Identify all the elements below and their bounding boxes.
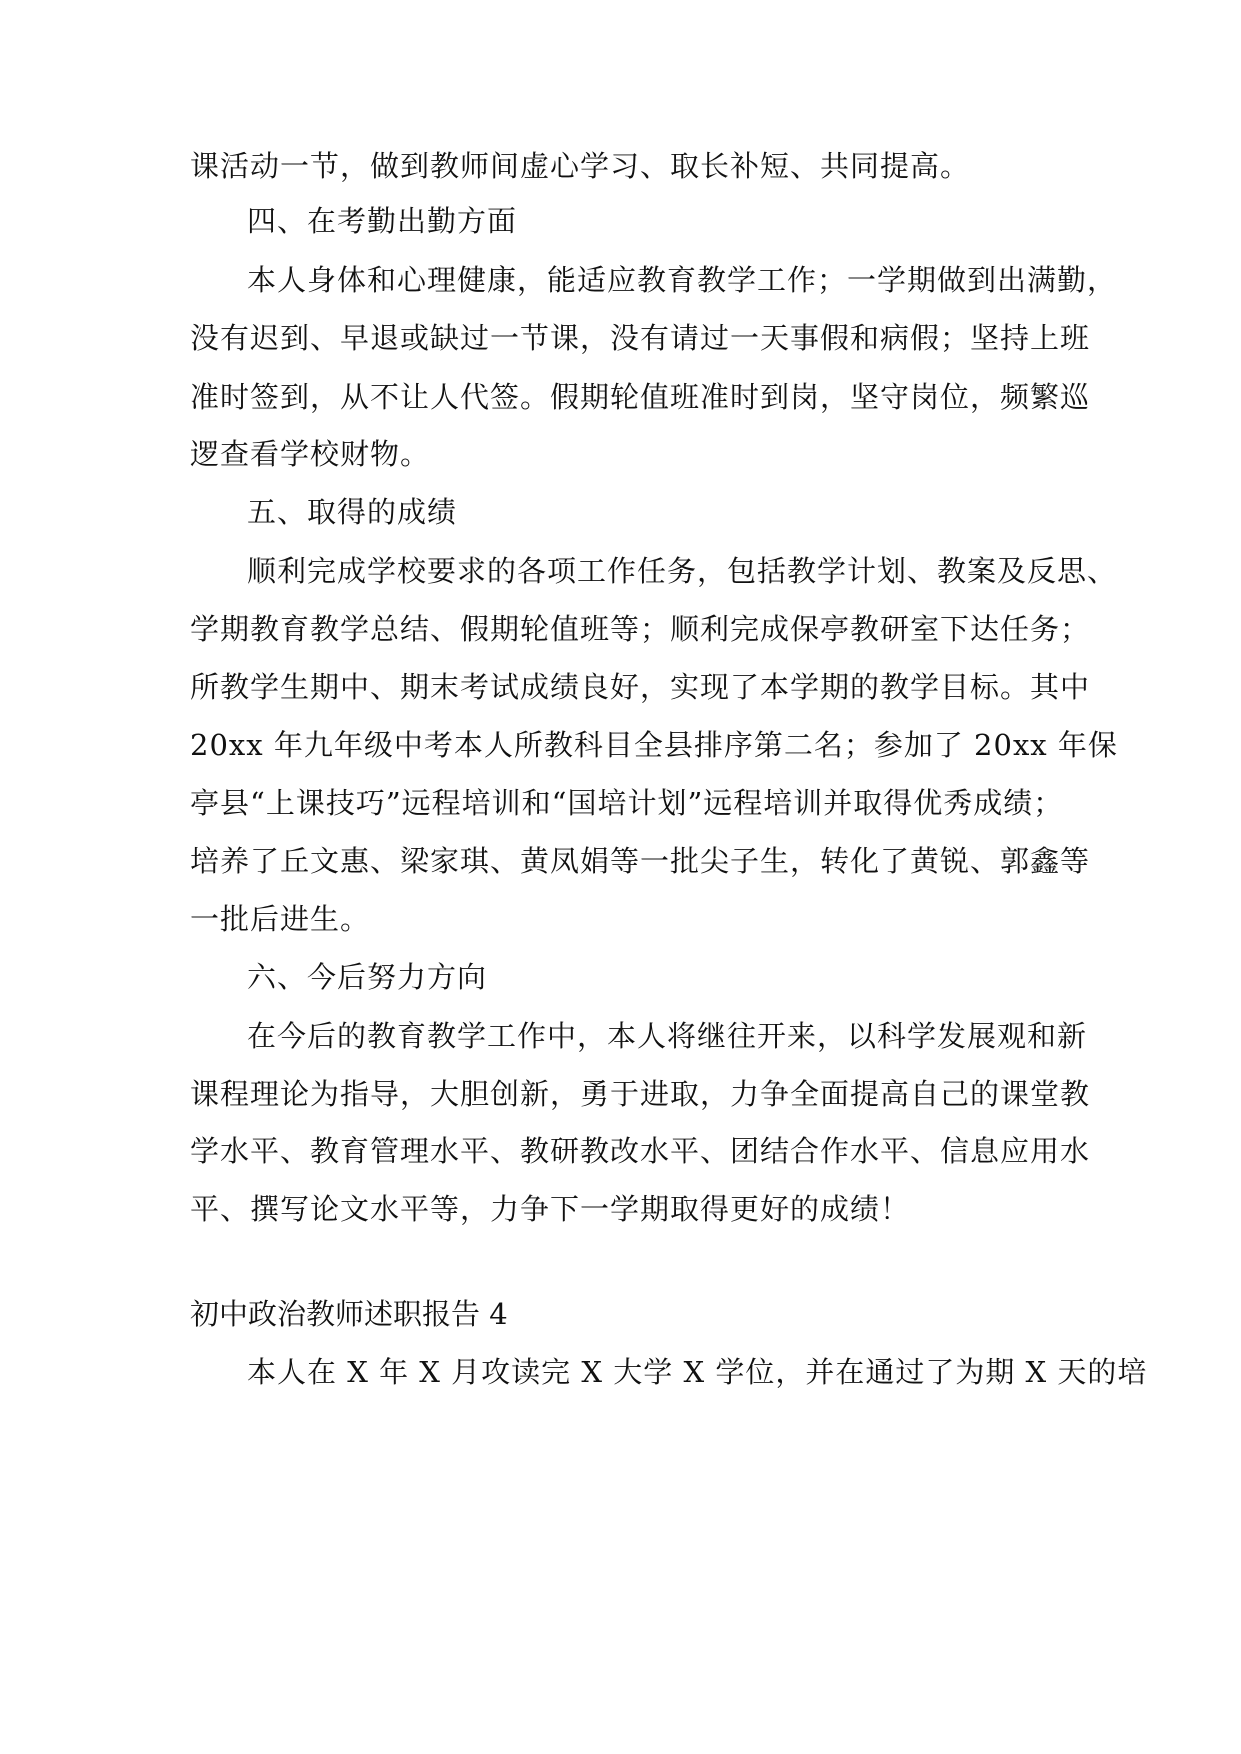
section-heading-achievements: 五、取得的成绩	[247, 495, 458, 529]
body-text-line: 逻查看学校财物。	[190, 437, 431, 471]
report-title: 初中政治教师述职报告 4	[190, 1297, 508, 1331]
body-text-line: 在今后的教育教学工作中，本人将继往开来，以科学发展观和新	[247, 1019, 1088, 1053]
section-heading-future: 六、今后努力方向	[247, 960, 488, 994]
body-text-line: 学期教育教学总结、假期轮值班等；顺利完成保亭教研室下达任务；	[190, 612, 1091, 646]
body-text-line: 平、撰写论文水平等，力争下一学期取得更好的成绩！	[190, 1192, 911, 1226]
body-text-line: 一批后进生。	[190, 902, 371, 936]
body-text-line: 本人身体和心理健康，能适应教育教学工作；一学期做到出满勤，	[247, 263, 1118, 297]
body-text-line: 顺利完成学校要求的各项工作任务，包括教学计划、教案及反思、	[247, 554, 1118, 588]
body-text-line: 没有迟到、早退或缺过一节课，没有请过一天事假和病假；坚持上班	[190, 321, 1091, 355]
body-text-line: 课程理论为指导，大胆创新，勇于进取，力争全面提高自己的课堂教	[190, 1077, 1091, 1111]
body-text-line: 本人在 X 年 X 月攻读完 X 大学 X 学位，并在通过了为期 X 天的培	[247, 1355, 1148, 1389]
body-text-line: 20xx 年九年级中考本人所教科目全县排序第二名；参加了 20xx 年保	[190, 728, 1118, 762]
body-text-line: 准时签到，从不让人代签。假期轮值班准时到岗，坚守岗位，频繁巡	[190, 380, 1091, 414]
body-text-line: 培养了丘文惠、梁家琪、黄凤娟等一批尖子生，转化了黄锐、郭鑫等	[190, 844, 1091, 878]
body-text-line: 亭县“上课技巧”远程培训和“国培计划”远程培训并取得优秀成绩；	[190, 786, 1064, 820]
body-text-line: 课活动一节，做到教师间虚心学习、取长补短、共同提高。	[190, 149, 971, 183]
section-heading-attendance: 四、在考勤出勤方面	[247, 204, 518, 238]
body-text-line: 所教学生期中、期末考试成绩良好，实现了本学期的教学目标。其中	[190, 670, 1091, 704]
body-text-line: 学水平、教育管理水平、教研教改水平、团结合作水平、信息应用水	[190, 1134, 1091, 1168]
